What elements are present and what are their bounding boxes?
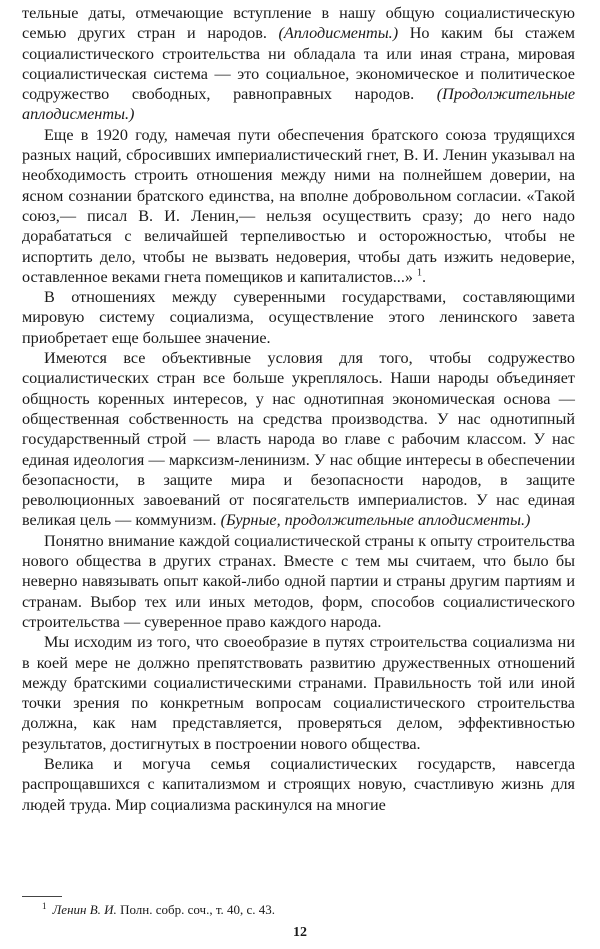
paragraph — [22, 125, 575, 287]
paragraph — [22, 348, 575, 531]
paragraph-text: В отношениях между суверенными государствами, составляющими мировую систему социализма, осуществление этого ленинского завета приобретает еще большее значение. — [22, 288, 575, 347]
page-number: 12 — [293, 925, 307, 940]
paragraph-text: Имеются все объективные условия для того, чтобы содружество социалистических стран все больше укреплялось. Наши народы объединяет общность коренных интересов, у нас однотипная экономическая основа — общественная собственность на средства производства. У нас однотипный государственный строй — власть народа во главе с рабочим классом. У нас единая идеология — марксизм-ленинизм. У нас общие интересы в обеспечении безопасности, в защите мира и безопасности народов, в защите революционных завоеваний от посягательств империалистов. У нас единая великая цель — коммунизм. — [22, 349, 575, 530]
applause-note: (Бурные, продолжительные аплодисменты.) — [220, 511, 531, 530]
paragraph-text: Велика и могуча семья социалистических государств, навсегда распрощавшихся с капитализмом и строящих новую, счастливую жизнь для людей труда. Мир социализма раскинулся на многие — [22, 754, 575, 814]
footnote — [42, 902, 275, 918]
paragraph-text: тельные даты, отмечающие вступление в нашу общую социалистическую семью других стран и народов. — [22, 4, 575, 43]
page-body — [22, 3, 575, 815]
applause-note: (Аплодисменты.) — [278, 24, 399, 43]
paragraph — [22, 632, 575, 754]
paragraph-text: Еще в 1920 году, намечая пути обеспечения братского союза трудящихся разных наций, сбросивших империалистический гнет, В. И. Ленин указывал на необходимость строить отношения между ними на полнейшем доверии, на ясном сознании братского единства, на вполне добровольном согласии. «Такой союз,— писал В. И. Ленин,— нельзя осуществить сразу; до него надо дорабататься с величайшей терпеливостью и осторожностью, чтобы не испортить дело, чтобы не вызвать недоверия, чтобы дать изжить недоверие, оставленное веками гнета помещиков и капиталистов...» — [22, 125, 575, 286]
footnote-reference: 1 — [417, 267, 423, 279]
footnote-divider — [22, 896, 62, 897]
footnote-mark: 1 — [42, 900, 47, 911]
paragraph — [22, 3, 575, 125]
paragraph — [22, 287, 575, 348]
footnote-author: Ленин В. И. — [52, 902, 117, 917]
paragraph — [22, 531, 575, 632]
paragraph-text: Мы исходим из того, что своеобразие в путях строительства социализма ни в коей мере не должно препятствовать развитию дружественных отношений между братскими социалистическими странами. Правильность той или иной точки зрения по конкретным вопросам социалистического строительства должна, как нам представляется, проверяться делом, эффективностью результатов, достигнутых в построении нового общества. — [22, 633, 575, 753]
paragraph-text: Понятно внимание каждой социалистической страны к опыту строительства нового общества в других странах. Вместе с тем мы считаем, что было бы неверно навязывать опыт какой-либо одной партии и страны другим партиям и странам. Выбор тех или иных методов, форм, способов социалистического строительства — суверенное право каждого народа. — [22, 531, 575, 631]
footnote-text: Полн. собр. соч., т. 40, с. 43. — [120, 902, 276, 917]
paragraph — [22, 754, 575, 815]
paragraph-text: Но каким бы стажем социалистического строительства ни обладала та или иная страна, мировая социалистическая система — это социальное, экономическое и политическое содружество свободных, равноправных народов. — [22, 24, 575, 104]
applause-note: (Продолжительные аплодисменты.) — [22, 85, 575, 124]
paragraph-text: . — [422, 267, 427, 286]
